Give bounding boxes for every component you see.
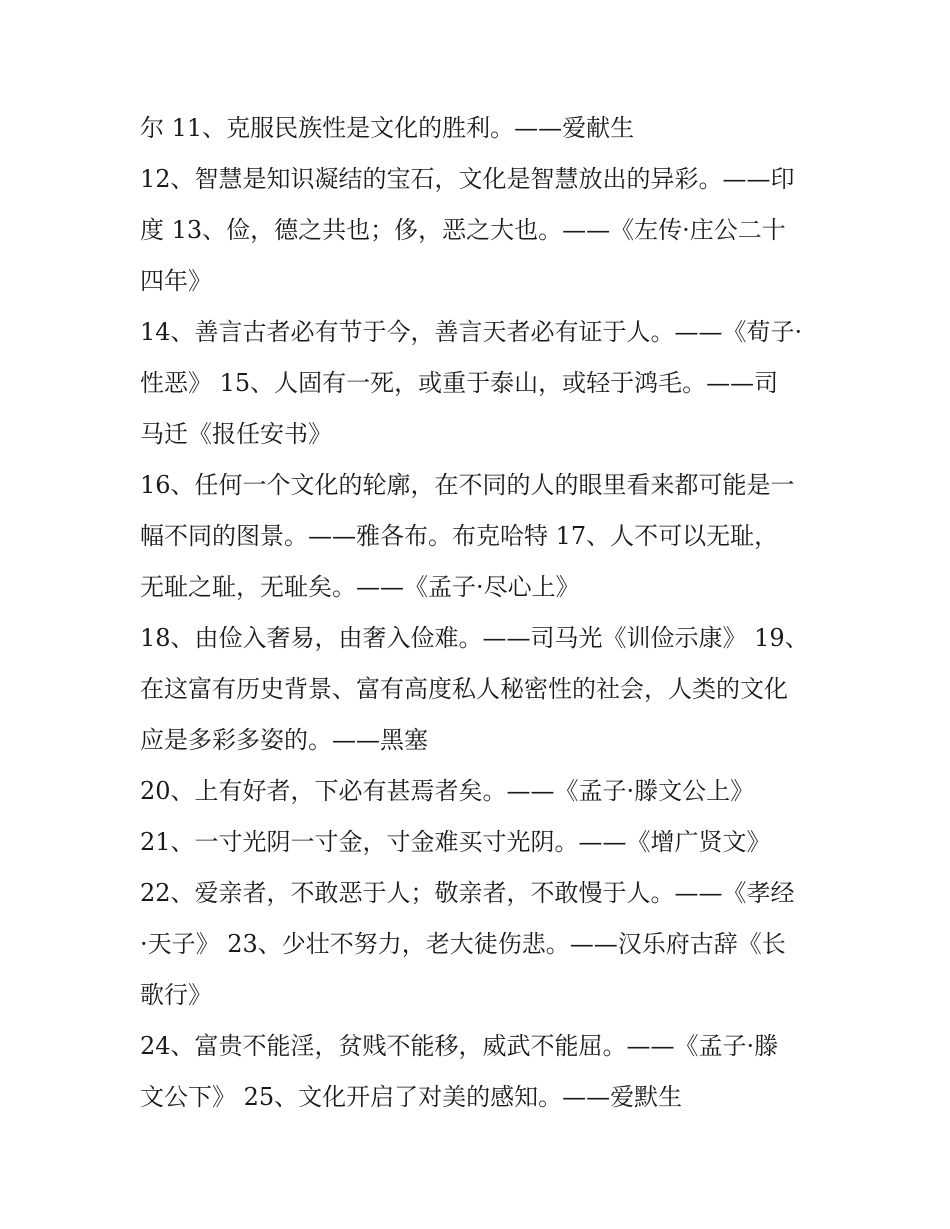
text-line: 12、智慧是知识凝结的宝石，文化是智慧放出的异彩。——印: [140, 165, 795, 193]
text-line: 应是多彩多姿的。——黑塞: [140, 726, 428, 754]
text-line: 马迁《报任安书》: [140, 420, 332, 448]
text-line: 16、任何一个文化的轮廓，在不同的人的眼里看来都可能是一: [140, 471, 795, 499]
text-line: 幅不同的图景。——雅各布。布克哈特 17、人不可以无耻，: [140, 522, 779, 550]
text-line: 在这富有历史背景、富有高度私人秘密性的社会，人类的文化: [140, 675, 788, 703]
quote-text-block: [140, 103, 830, 1123]
text-line: 文公下》 25、文化开启了对美的感知。——爱默生: [140, 1083, 683, 1111]
text-line: 14、善言古者必有节于今，善言天者必有证于人。——《荀子·: [140, 318, 803, 346]
text-line: 20、上有好者，下必有甚焉者矣。——《孟子·滕文公上》: [140, 777, 755, 805]
text-line: 21、一寸光阴一寸金，寸金难买寸光阴。——《增广贤文》: [140, 828, 771, 856]
text-line: 24、富贵不能淫，贫贱不能移，威武不能屈。——《孟子·滕: [140, 1032, 779, 1060]
text-line: 度 13、俭，德之共也；侈，恶之大也。——《左传·庄公二十: [140, 216, 786, 244]
text-line: ·天子》 23、少壮不努力，老大徒伤悲。——汉乐府古辞《长: [140, 930, 786, 958]
text-line: 尔 11、克服民族性是文化的胜利。——爱献生: [140, 114, 635, 142]
text-line: 22、爱亲者，不敢恶于人；敬亲者，不敢慢于人。——《孝经: [140, 879, 795, 907]
text-line: 四年》: [140, 267, 212, 295]
text-line: 无耻之耻，无耻矣。——《孟子·尽心上》: [140, 573, 580, 601]
text-line: 歌行》: [140, 981, 212, 1009]
text-line: 18、由俭入奢易，由奢入俭难。——司马光《训俭示康》 19、: [140, 624, 809, 652]
text-line: 性恶》 15、人固有一死，或重于泰山，或轻于鸿毛。——司: [140, 369, 779, 397]
